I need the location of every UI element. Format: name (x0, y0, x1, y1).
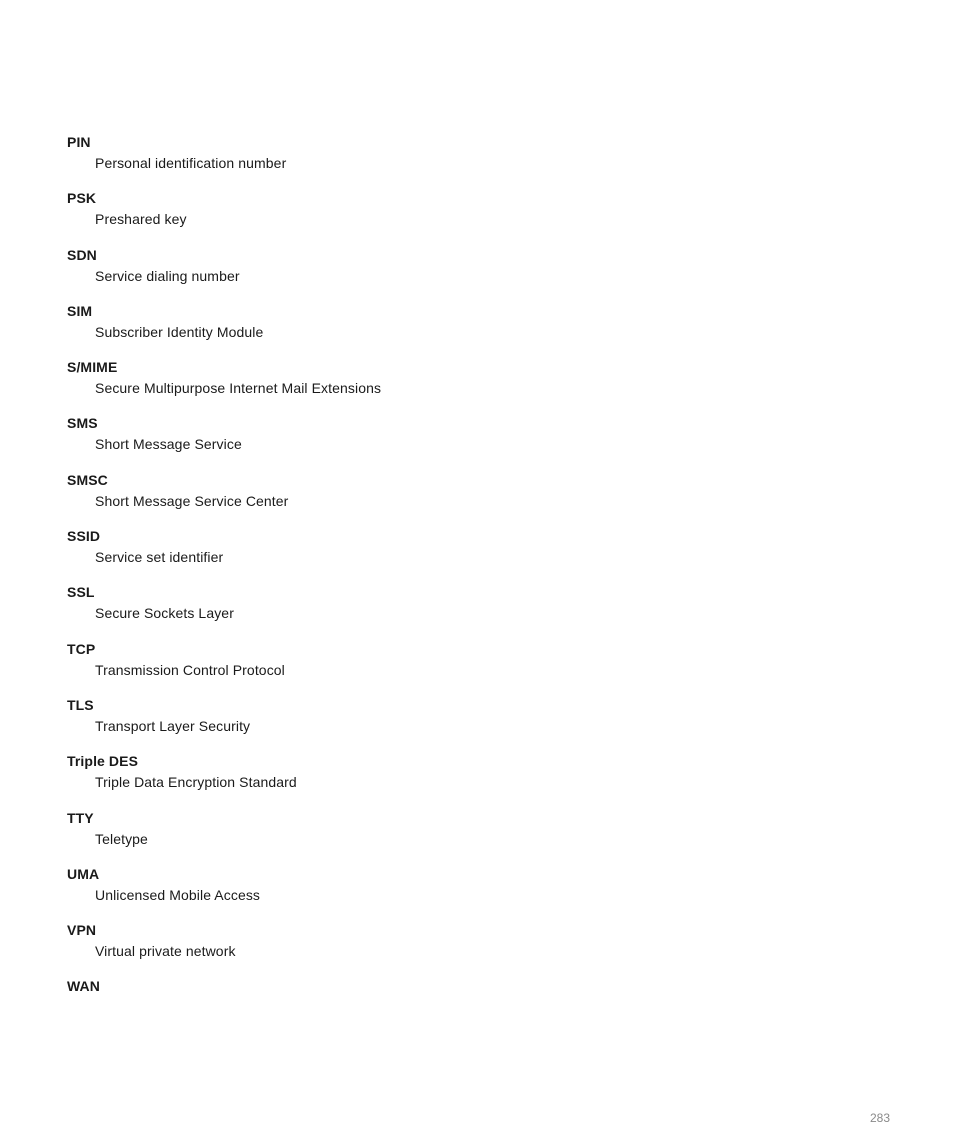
glossary-definition: Teletype (95, 830, 148, 847)
glossary-definition: Transmission Control Protocol (95, 661, 285, 678)
glossary-entry (67, 245, 767, 301)
glossary-definition: Subscriber Identity Module (95, 323, 264, 340)
glossary-entry (67, 413, 767, 469)
glossary-definition: Transport Layer Security (95, 717, 251, 734)
glossary-entry (67, 526, 767, 582)
glossary-entry (67, 470, 767, 526)
glossary-definition: Service dialing number (95, 267, 240, 284)
glossary-entry (67, 920, 767, 976)
glossary-entry (67, 864, 767, 920)
glossary-term: VPN (67, 922, 97, 939)
page-number: 283 (869, 1111, 890, 1125)
glossary-definition: Unlicensed Mobile Access (95, 886, 261, 903)
glossary-definition: Preshared key (95, 211, 187, 228)
glossary-term: TTY (67, 809, 94, 826)
glossary-definition: Personal identification number (95, 155, 287, 171)
glossary-term: UMA (67, 865, 100, 882)
glossary-entry (67, 976, 767, 1032)
glossary-list (67, 132, 767, 1033)
glossary-term: PSK (67, 190, 97, 207)
glossary-entry (67, 357, 767, 413)
glossary-term: SIM (67, 302, 93, 319)
glossary-entry (67, 301, 767, 357)
glossary-entry (67, 751, 767, 807)
glossary-definition: Secure Multipurpose Internet Mail Extensions (95, 380, 382, 397)
glossary-term: TLS (67, 696, 94, 713)
glossary-term: SMSC (67, 471, 108, 488)
glossary-entry (67, 188, 767, 244)
glossary-term: PIN (67, 134, 91, 150)
glossary-definition (95, 997, 767, 1017)
glossary-definition: Short Message Service (95, 436, 242, 453)
glossary-definition: Service set identifier (95, 549, 224, 566)
glossary-entry (67, 582, 767, 638)
glossary-entry (67, 695, 767, 751)
glossary-term: Triple DES (67, 753, 139, 770)
glossary-term: TCP (67, 640, 96, 657)
glossary-term: SDN (67, 246, 97, 263)
glossary-definition: Short Message Service Center (95, 492, 289, 509)
glossary-term: S/MIME (67, 359, 118, 376)
glossary-term: SMS (67, 415, 98, 432)
glossary-definition: Virtual private network (95, 943, 236, 960)
glossary-term: SSL (67, 584, 95, 601)
glossary-term: WAN (67, 978, 100, 995)
glossary-entry (67, 132, 767, 188)
glossary-definition: Triple Data Encryption Standard (95, 774, 297, 791)
glossary-entry (67, 639, 767, 695)
glossary-entry (67, 808, 767, 864)
glossary-term: SSID (67, 528, 101, 545)
glossary-definition: Secure Sockets Layer (95, 605, 234, 622)
